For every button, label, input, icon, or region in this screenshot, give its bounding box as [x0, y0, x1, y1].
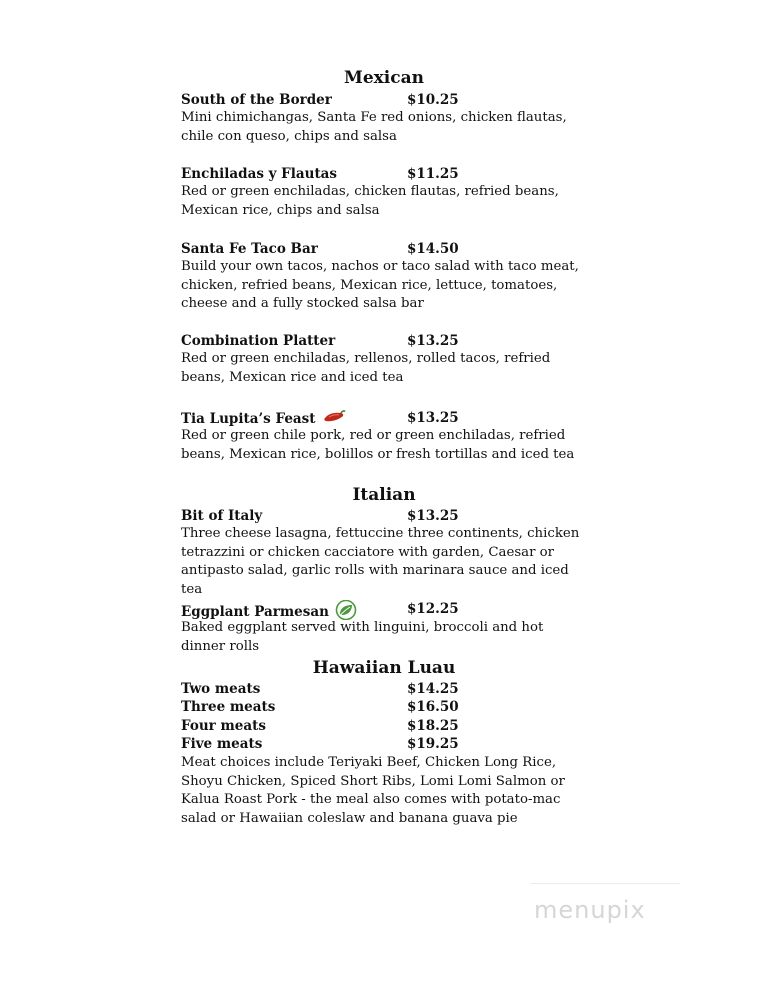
item-name: Tia Lupita’s Feast [181, 411, 316, 427]
option-price: $19.25 [407, 736, 459, 752]
section-title-mexican: Mexican [344, 68, 424, 88]
option-price: $16.50 [407, 699, 459, 715]
item-name: South of the Border [181, 92, 332, 108]
item-name: Eggplant Parmesan [181, 604, 329, 620]
watermark-divider [530, 883, 680, 884]
item-price: $10.25 [407, 92, 459, 108]
item-price: $13.25 [407, 333, 459, 349]
item-name: Santa Fe Taco Bar [181, 241, 318, 257]
item-description: Build your own tacos, nachos or taco salad with taco meat, chicken, refried beans, Mexican rice, lettuce, tomatoes, cheese and a fully stocked salsa bar [181, 259, 579, 312]
item-description: Three cheese lasagna, fettuccine three continents, chicken tetrazzini or chicken cacciatore with garden, Caesar or antipasto salad, garlic rolls with marinara sauce and iced tea [181, 526, 580, 597]
option-price: $14.25 [407, 681, 459, 697]
item-price: $12.25 [407, 601, 459, 617]
item-price: $11.25 [407, 166, 459, 182]
option-name: Three meats [181, 699, 276, 715]
section-title-hawaiian-luau: Hawaiian Luau [312, 658, 456, 678]
item-price: $14.50 [407, 241, 459, 257]
item-description: Red or green enchiladas, rellenos, rolled tacos, refried beans, Mexican rice and iced tea [181, 351, 551, 385]
section-description: Meat choices include Teriyaki Beef, Chicken Long Rice, Shoyu Chicken, Spiced Short Ribs, Lomi Lomi Salmon or Kalua Roast Pork - the meal also comes with potato-mac salad or Hawaiian coleslaw and banana guava pie [181, 755, 565, 826]
item-description: Red or green enchiladas, chicken flautas, refried beans, Mexican rice, chips and salsa [181, 184, 559, 218]
item-description: Mini chimichangas, Santa Fe red onions, chicken flautas, chile con queso, chips and salsa [181, 110, 567, 144]
item-name: Bit of Italy [181, 508, 263, 524]
option-name: Five meats [181, 736, 263, 752]
section-title-italian: Italian [352, 485, 416, 505]
item-price: $13.25 [407, 410, 459, 426]
watermark-logo: menupix [534, 896, 646, 924]
item-name: Combination Platter [181, 333, 336, 349]
item-name: Enchiladas y Flautas [181, 166, 338, 182]
option-name: Two meats [181, 681, 261, 697]
option-name: Four meats [181, 718, 266, 734]
item-price: $13.25 [407, 508, 459, 524]
item-description: Red or green chile pork, red or green enchiladas, refried beans, Mexican rice, bolillos or fresh tortillas and iced tea [181, 428, 575, 462]
option-price: $18.25 [407, 718, 459, 734]
item-description: Baked eggplant served with linguini, broccoli and hot dinner rolls [181, 620, 544, 654]
